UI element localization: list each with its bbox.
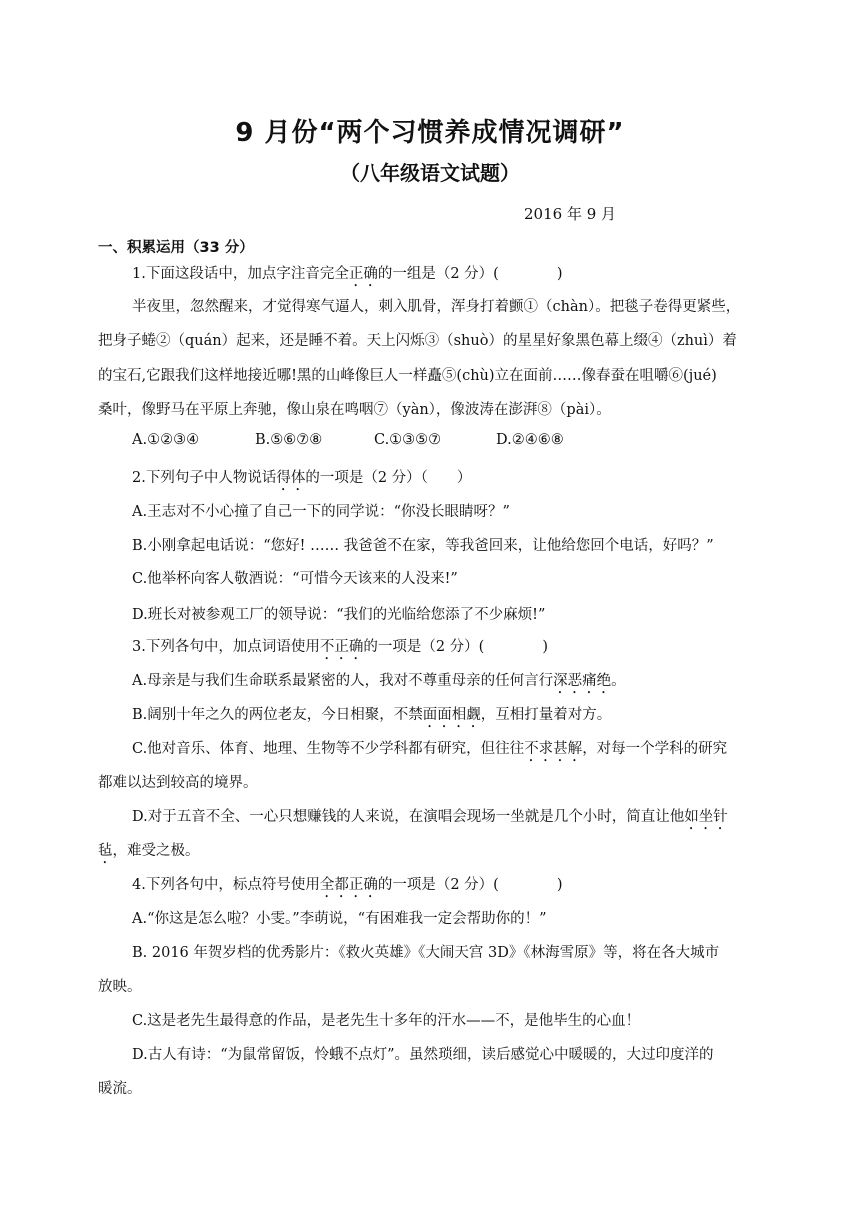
q4-option-d-cont: 暖流。 <box>98 1081 142 1097</box>
q1-passage-line: 把身子蜷②（quán）起来，还是睡不着。天上闪烁③（shuò）的星星好象黑色幕上缀④（zhuì）着 <box>98 333 737 349</box>
q1-passage-line: 半夜里，忽然醒来，才觉得寒气逼人，刺入肌骨，浑身打着颤①（chàn）。把毯子卷得更紧些， <box>132 299 741 315</box>
q3-option-d-cont: 毡，难受之极。 <box>98 843 200 859</box>
q4-option-b: B. 2016 年贺岁档的优秀影片：《救火英雄》《大闹天宫 3D》《林海雪原》等，将在各大城市 <box>132 945 720 961</box>
q4-option-c: C.这是老先生最得意的作品，是老先生十多年的汗水——不，是他毕生的心血！ <box>132 1013 641 1029</box>
q2-option-c: C.他举杯向客人敬酒说：“可惜今天该来的人没来!” <box>132 571 458 587</box>
q4-stem: 4.下列各句中，标点符号使用全都正确的一项是（2 分）( ) <box>132 877 563 893</box>
q1-option-c: C.①③⑤⑦ <box>374 432 442 448</box>
q1-stem: 1.下面这段话中，加点字注音完全正确的一组是（2 分）( ) <box>132 266 563 282</box>
q2-option-a: A.王志对不小心撞了自己一下的同学说：“你没长眼睛呀？” <box>132 504 510 520</box>
q4-option-d: D.古人有诗：“为鼠常留饭，怜蛾不点灯”。虽然琐细，读后感觉心中暖暖的，大过印度洋的 <box>132 1047 714 1063</box>
q2-option-b: B.小刚拿起电话说：“您好! …… 我爸爸不在家，等我爸回来，让他给您回个电话，好吗？” <box>132 538 714 554</box>
q1-option-d: D.②④⑥⑧ <box>496 432 564 448</box>
q1-option-b: B.⑤⑥⑦⑧ <box>255 432 323 448</box>
q2-stem: 2.下列句子中人物说话得体的一项是（2 分）（ ） <box>132 470 472 486</box>
q3-option-b: B.阔别十年之久的两位老友，今日相聚，不禁面面相觑，互相打量着对方。 <box>132 707 612 723</box>
section-heading: 一、积累运用（33 分） <box>98 240 254 256</box>
q3-option-a: A.母亲是与我们生命联系最紧密的人，我对不尊重母亲的任何言行深恶痛绝。 <box>132 673 626 689</box>
q3-option-c: C.他对音乐、体育、地理、生物等不少学科都有研究，但往往不求甚解，对每一个学科的研究 <box>132 741 728 757</box>
q1-option-a: A.①②③④ <box>132 432 200 448</box>
exam-subtitle: （八年级语文试题） <box>340 161 520 185</box>
q2-option-d: D.班长对被参观工厂的领导说：“我们的光临给您添了不少麻烦!” <box>132 607 546 623</box>
q1-passage-line: 桑叶，像野马在平原上奔驰，像山泉在鸣咽⑦（yàn），像波涛在澎湃⑧（pài）。 <box>98 402 611 418</box>
q3-option-c-cont: 都难以达到较高的境界。 <box>98 775 258 791</box>
q1-passage-line: 的宝石,它跟我们这样地接近哪!黑的山峰像巨人一样矗⑤(chù)立在面前……像春蚕在咀嚼⑥(jué) <box>98 368 717 384</box>
q3-option-d: D.对于五音不全、一心只想赚钱的人来说，在演唱会现场一坐就是几个小时，简直让他如坐针 <box>132 809 728 825</box>
q4-option-b-cont: 放映。 <box>98 979 142 995</box>
q4-option-a: A.“你这是怎么啦？小雯。”李萌说，“有困难我一定会帮助你的！” <box>132 911 547 927</box>
exam-title: 9 月份“两个习惯养成情况调研” <box>235 118 625 148</box>
q3-stem: 3.下列各句中，加点词语使用不正确的一项是（2 分）( ) <box>132 639 548 655</box>
exam-date: 2016 年 9 月 <box>524 205 617 223</box>
